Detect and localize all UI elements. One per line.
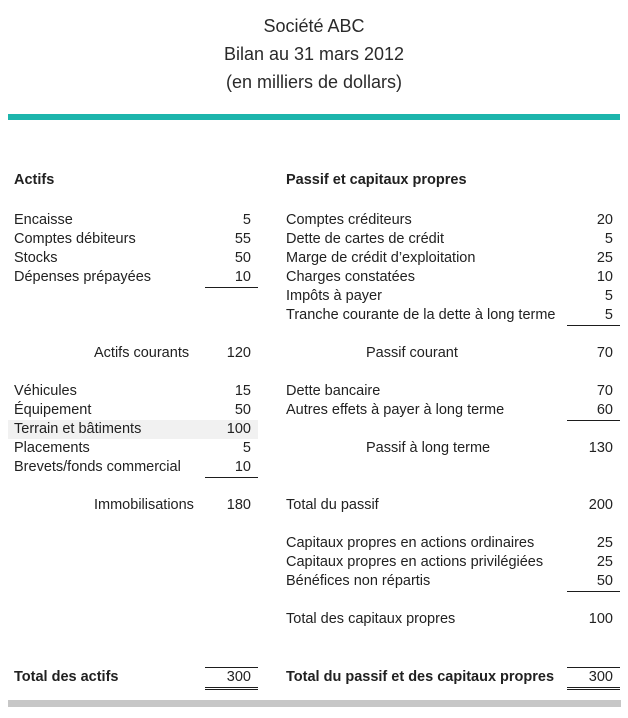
total-liabilities-row xyxy=(280,496,620,515)
table-row xyxy=(8,458,258,477)
row-value: 100 xyxy=(226,421,251,437)
row-label: Autres effets à payer à long terme xyxy=(286,402,505,418)
subtotal-value: 70 xyxy=(596,345,613,361)
spacer xyxy=(280,458,620,496)
spacer xyxy=(280,363,620,382)
row-value: 100 xyxy=(588,611,613,627)
table-row xyxy=(280,534,620,553)
table-row xyxy=(8,439,258,458)
subtotal-label: Actifs courants xyxy=(94,345,190,361)
spacer xyxy=(8,477,258,496)
total-label: Total des actifs xyxy=(14,669,119,685)
subtotal-value: 130 xyxy=(588,440,613,456)
row-value: 5 xyxy=(567,306,620,326)
spacer xyxy=(8,287,258,344)
table-row xyxy=(280,553,620,572)
row-value: 50 xyxy=(234,402,251,418)
total-label: Total du passif et des capitaux propres xyxy=(286,669,555,685)
column-header-label: Actifs xyxy=(14,172,55,188)
row-label: Comptes débiteurs xyxy=(14,231,136,247)
current-liabilities-subtotal-row xyxy=(280,344,620,363)
row-label: Charges constatées xyxy=(286,269,415,285)
row-label: Impôts à payer xyxy=(286,288,382,304)
row-value: 60 xyxy=(567,401,620,421)
column-header-label: Passif et capitaux propres xyxy=(286,172,467,188)
table-row xyxy=(280,382,620,401)
assets-header xyxy=(8,171,258,190)
row-label: Dette de cartes de crédit xyxy=(286,231,444,247)
row-value: 20 xyxy=(596,212,613,228)
spacer xyxy=(8,363,258,382)
liabilities-header xyxy=(280,171,620,190)
total-equity-row xyxy=(280,610,620,629)
row-label: Total du passif xyxy=(286,497,379,513)
balance-sheet-columns xyxy=(8,171,620,686)
row-label: Placements xyxy=(14,440,90,456)
row-value: 55 xyxy=(234,231,251,247)
row-label: Comptes créditeurs xyxy=(286,212,412,228)
row-label: Équipement xyxy=(14,402,92,418)
total-value: 300 xyxy=(205,667,258,690)
row-label: Tranche courante de la dette à long terme xyxy=(286,307,556,323)
row-label: Capitaux propres en actions privilégiées xyxy=(286,554,544,570)
table-row xyxy=(280,249,620,268)
statement-units: (en milliers de dollars) xyxy=(225,72,403,92)
row-value: 50 xyxy=(567,572,620,592)
company-name: Société ABC xyxy=(263,16,365,36)
subtotal-value: 120 xyxy=(226,345,251,361)
row-value: 200 xyxy=(588,497,613,513)
total-value: 300 xyxy=(567,667,620,690)
table-row xyxy=(280,572,620,591)
row-label: Terrain et bâtiments xyxy=(14,421,142,437)
row-value: 25 xyxy=(596,535,613,551)
table-row xyxy=(8,211,258,230)
row-value: 10 xyxy=(205,268,258,288)
spacer xyxy=(280,420,620,439)
row-label: Stocks xyxy=(14,250,58,266)
total-assets-row xyxy=(8,667,258,686)
spacer xyxy=(8,515,258,667)
current-assets-subtotal-row xyxy=(8,344,258,363)
row-value: 10 xyxy=(596,269,613,285)
row-label: Marge de crédit d’exploitation xyxy=(286,250,476,266)
liabilities-column xyxy=(280,171,620,686)
spacer xyxy=(280,629,620,667)
subtotal-label: Passif à long terme xyxy=(366,440,491,456)
row-value: 5 xyxy=(604,288,613,304)
row-label: Total des capitaux propres xyxy=(286,611,456,627)
fixed-assets-subtotal-row xyxy=(8,496,258,515)
row-value: 5 xyxy=(604,231,613,247)
row-value: 5 xyxy=(242,440,251,456)
table-row xyxy=(280,211,620,230)
longterm-liabilities-subtotal-row xyxy=(280,439,620,458)
row-value: 70 xyxy=(596,383,613,399)
spacer xyxy=(280,325,620,344)
row-value: 15 xyxy=(234,383,251,399)
document-title xyxy=(0,0,628,96)
row-value: 50 xyxy=(234,250,251,266)
table-row xyxy=(280,401,620,420)
total-liabilities-equity-row xyxy=(280,667,620,686)
table-row xyxy=(280,306,620,325)
row-value: 5 xyxy=(242,212,251,228)
subtotal-label: Immobilisations xyxy=(94,497,194,513)
table-row xyxy=(8,230,258,249)
row-value: 10 xyxy=(205,458,258,478)
table-row xyxy=(8,268,258,287)
row-label: Véhicules xyxy=(14,383,77,399)
accent-divider xyxy=(8,114,620,120)
table-row xyxy=(280,287,620,306)
row-label: Brevets/fonds commercial xyxy=(14,459,181,475)
spacer xyxy=(280,591,620,610)
subtotal-label: Passif courant xyxy=(366,345,458,361)
row-value: 25 xyxy=(596,250,613,266)
row-label: Encaisse xyxy=(14,212,73,228)
spacer xyxy=(280,515,620,534)
row-label: Dépenses prépayées xyxy=(14,269,152,285)
table-row-highlighted[interactable] xyxy=(8,420,258,439)
row-label: Capitaux propres en actions ordinaires xyxy=(286,535,535,551)
table-row xyxy=(280,230,620,249)
table-row xyxy=(8,401,258,420)
subtotal-value: 180 xyxy=(226,497,251,513)
spacer xyxy=(280,190,620,211)
table-row xyxy=(8,382,258,401)
row-label: Dette bancaire xyxy=(286,383,381,399)
row-value: 25 xyxy=(596,554,613,570)
table-row xyxy=(8,249,258,268)
assets-column xyxy=(8,171,258,686)
statement-title: Bilan au 31 mars 2012 xyxy=(223,44,405,64)
horizontal-scrollbar[interactable] xyxy=(8,700,621,707)
row-label: Bénéfices non répartis xyxy=(286,573,431,589)
table-row xyxy=(280,268,620,287)
spacer xyxy=(8,190,258,211)
